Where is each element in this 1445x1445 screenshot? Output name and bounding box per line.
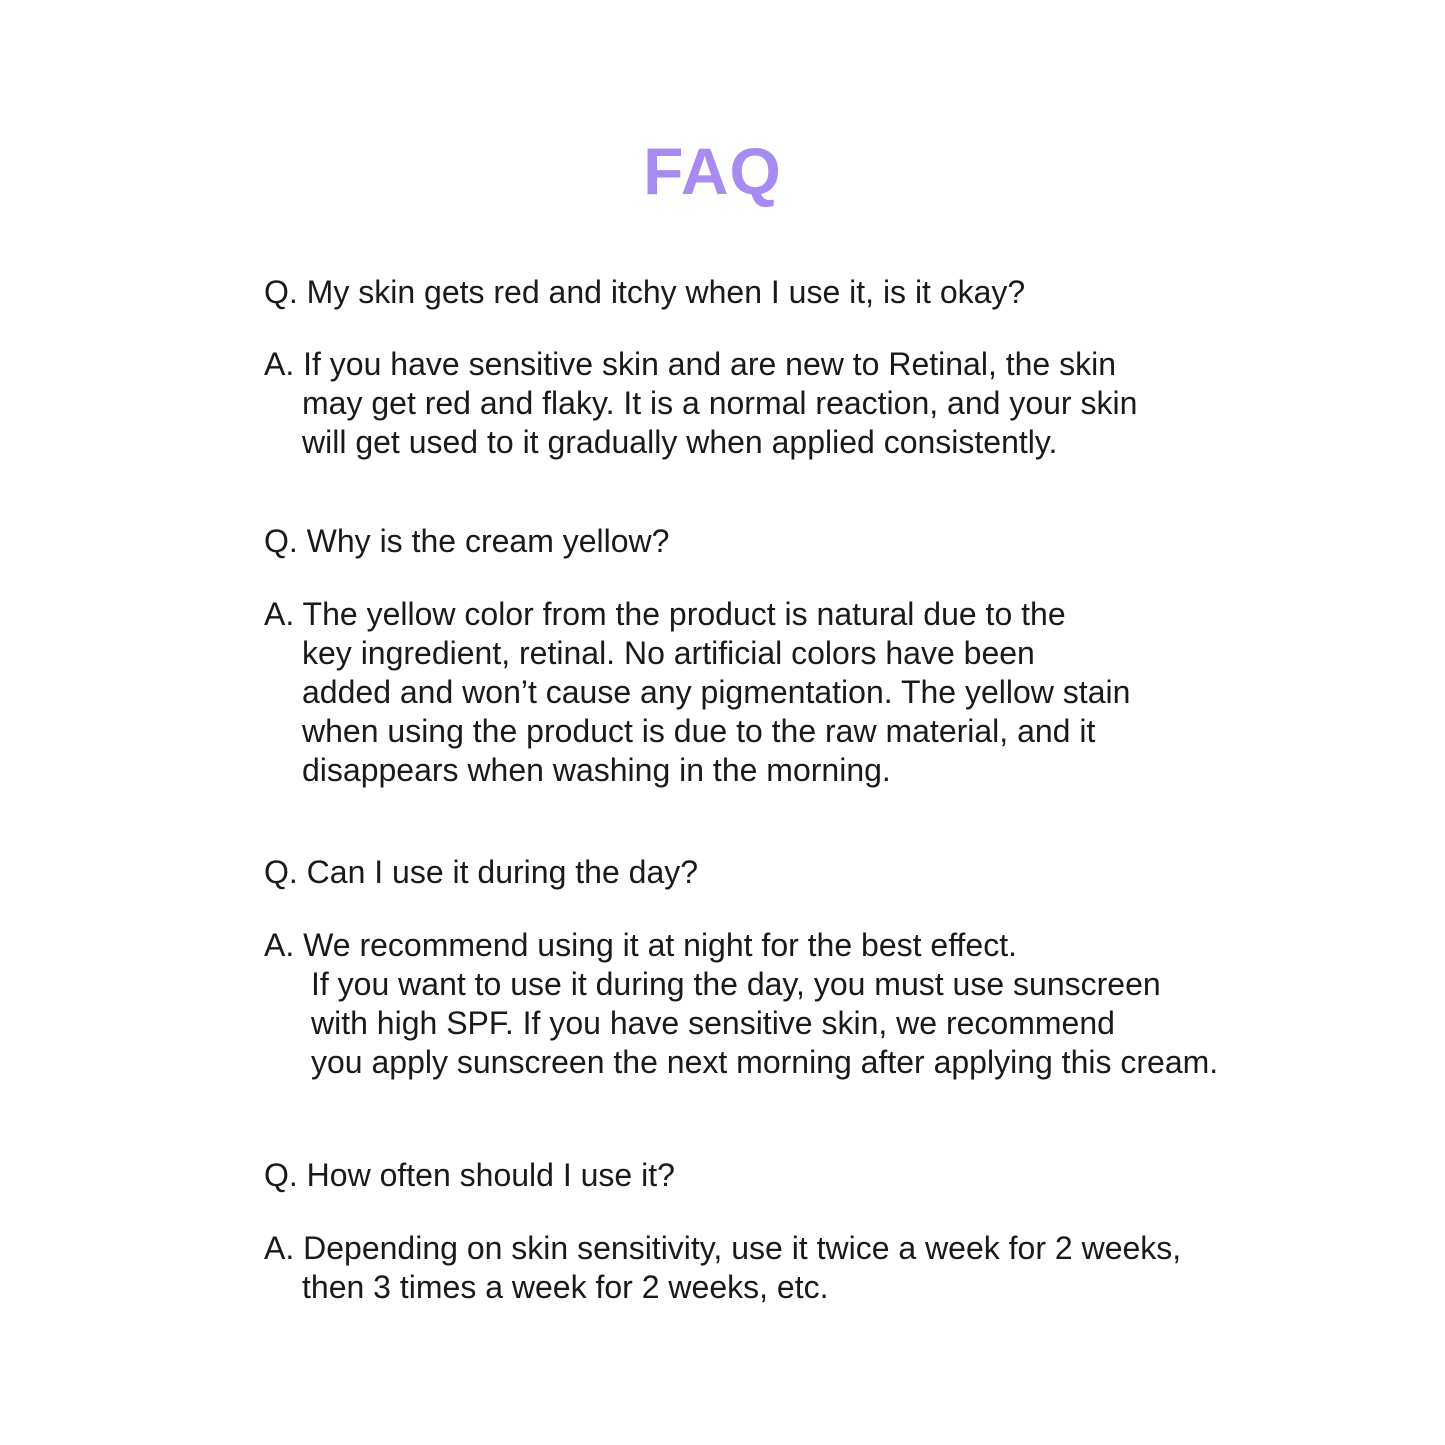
answer-line: If you want to use it during the day, you must use sunscreen bbox=[311, 966, 1161, 1002]
question-highlight: Q. Why is the cream yellow? bbox=[264, 521, 673, 561]
answer-line: A. Depending on skin sensitivity, use it twice a week for 2 weeks, bbox=[264, 1230, 1182, 1266]
faq-question-1 bbox=[264, 272, 1029, 312]
faq-answer-2 bbox=[264, 595, 1130, 790]
answer-line: A. The yellow color from the product is natural due to the bbox=[264, 596, 1066, 632]
answer-line: with high SPF. If you have sensitive skin, we recommend bbox=[311, 1005, 1115, 1041]
page-title: FAQ bbox=[643, 134, 782, 208]
answer-line: added and won’t cause any pigmentation. The yellow stain bbox=[302, 674, 1131, 710]
answer-line: you apply sunscreen the next morning after applying this cream. bbox=[311, 1044, 1219, 1080]
answer-line: disappears when washing in the morning. bbox=[302, 752, 891, 788]
answer-line: A. If you have sensitive skin and are new to Retinal, the skin bbox=[264, 346, 1117, 382]
faq-answer-3 bbox=[264, 926, 1218, 1082]
answer-line: may get red and flaky. It is a normal reaction, and your skin bbox=[302, 385, 1138, 421]
faq-question-2 bbox=[264, 521, 673, 561]
answer-line: A. We recommend using it at night for the best effect. bbox=[264, 927, 1017, 963]
faq-answer-1 bbox=[264, 345, 1137, 462]
answer-line: when using the product is due to the raw material, and it bbox=[302, 713, 1096, 749]
answer-line: will get used to it gradually when applied consistently. bbox=[302, 424, 1058, 460]
question-highlight: Q. How often should I use it? bbox=[264, 1155, 679, 1195]
question-highlight: Q. My skin gets red and itchy when I use it, is it okay? bbox=[264, 272, 1029, 312]
question-highlight: Q. Can I use it during the day? bbox=[264, 852, 702, 892]
answer-line: key ingredient, retinal. No artificial colors have been bbox=[302, 635, 1035, 671]
faq-answer-4 bbox=[264, 1229, 1181, 1307]
faq-question-3 bbox=[264, 852, 702, 892]
faq-question-4 bbox=[264, 1155, 679, 1195]
answer-line: then 3 times a week for 2 weeks, etc. bbox=[302, 1269, 829, 1305]
